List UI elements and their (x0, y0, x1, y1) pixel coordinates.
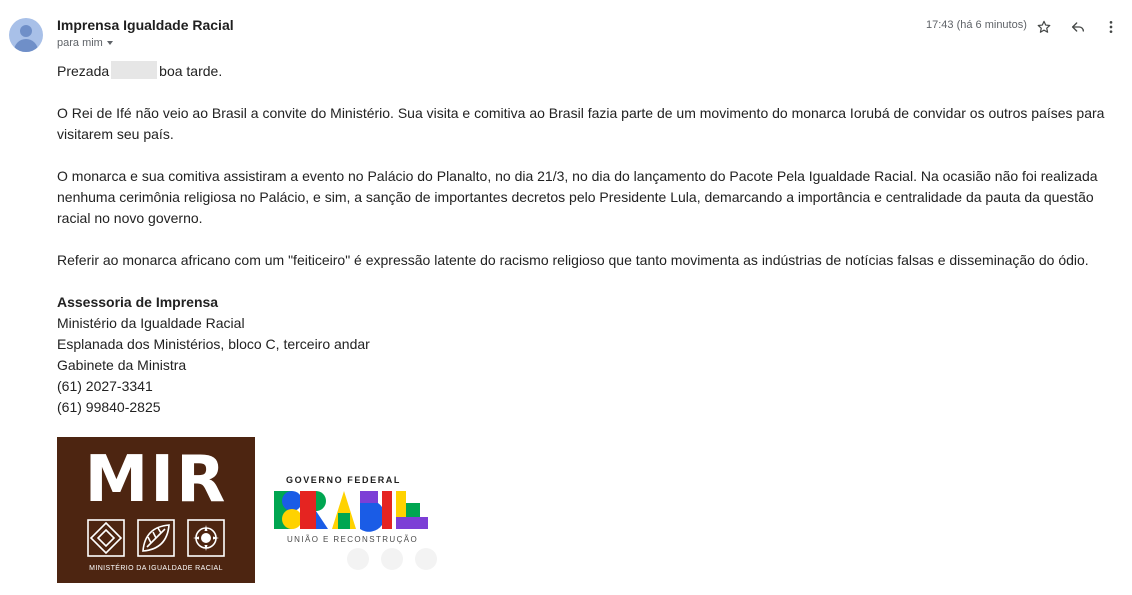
star-icon[interactable] (1033, 16, 1055, 38)
signature-line: Ministério da Igualdade Racial (57, 315, 245, 331)
recipient-details[interactable] (57, 37, 113, 49)
gov-federal-logo (272, 473, 432, 548)
paragraph-3: Referir ao monarca africano com um "feiticeiro" é expressão latente do racismo religioso que tanto movimenta as indústrias de notícias falsas e disseminação do ódio. (57, 252, 1089, 268)
faded-social-icon (415, 548, 437, 570)
signature-phone: (61) 2027-3341 (57, 378, 153, 394)
chevron-down-icon[interactable] (107, 41, 113, 45)
avatar-head-shape (20, 25, 32, 37)
reply-icon[interactable] (1067, 16, 1089, 38)
greeting-start: Prezada (57, 63, 110, 79)
recipient-label: para mim (57, 37, 103, 49)
avatar-body-shape (14, 39, 38, 52)
paragraph-1: O Rei de Ifé não veio ao Brasil a convite do Ministério. Sua visita e comitiva ao Brasil fazia parte de um movimento do monarca Iorubá de convidar os outros países para visitarem seu país. (57, 105, 1105, 142)
signature-block (57, 292, 1117, 418)
mir-logo-symbols (85, 517, 227, 559)
faded-social-icon (381, 548, 403, 570)
signature-phone: (61) 99840-2825 (57, 399, 161, 415)
brasil-wordmark (272, 489, 432, 533)
sender-avatar[interactable] (9, 18, 43, 52)
mir-logo-title: MIR (84, 443, 228, 517)
signature-line: Esplanada dos Ministérios, bloco C, terceiro andar (57, 336, 370, 352)
mir-logo-subtitle: MINISTÉRIO DA IGUALDADE RACIAL (89, 565, 223, 572)
more-vert-icon[interactable] (1100, 16, 1122, 38)
greeting (57, 61, 1117, 82)
sender-name[interactable]: Imprensa Igualdade Racial (57, 17, 234, 33)
redacted-name (111, 61, 157, 79)
mir-logo (57, 437, 255, 583)
faded-social-icon (347, 548, 369, 570)
signature-line: Gabinete da Ministra (57, 357, 187, 373)
gov-logo-bottom-text: UNIÃO E RECONSTRUÇÃO (287, 535, 419, 544)
paragraph-2: O monarca e sua comitiva assistiram a evento no Palácio do Planalto, no dia 21/3, no dia do lançamento do Pacote Pela Igualdade Racial. Na ocasião não foi realizada nenhuma cerimônia religiosa no Palácio, e sim, a sanção de importantes decretos pelo Presidente Lula, demarcando a importância e centralidade da pauta da questão racial no novo governo. (57, 168, 1098, 226)
greeting-end: boa tarde. (159, 63, 223, 79)
gov-logo-top-text: GOVERNO FEDERAL (286, 475, 402, 485)
email-body (57, 61, 1117, 418)
email-timestamp: 17:43 (há 6 minutos) (926, 19, 1027, 31)
signature-title: Assessoria de Imprensa (57, 294, 219, 310)
